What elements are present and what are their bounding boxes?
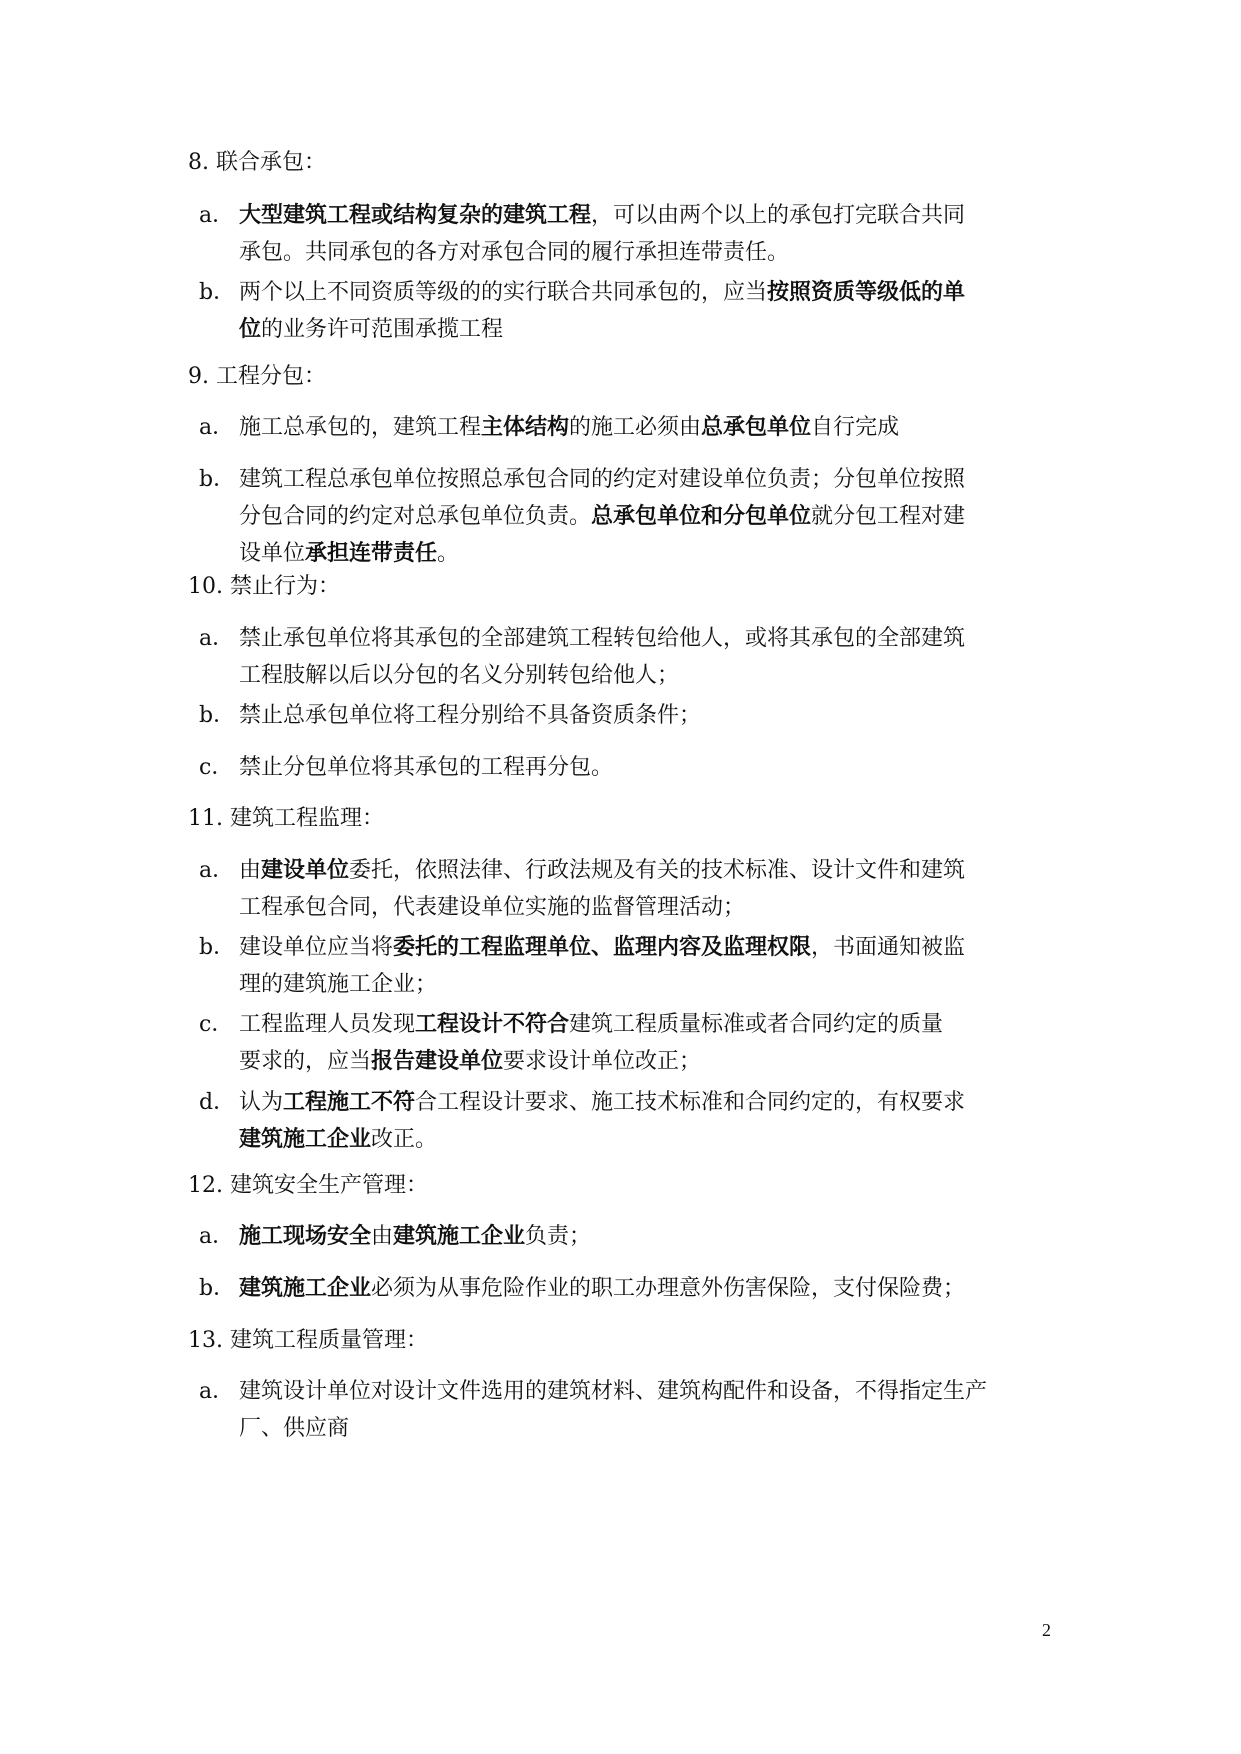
bold-text: 承担连带责任 bbox=[305, 541, 438, 566]
list-marker: b． bbox=[199, 467, 236, 492]
list-marker: b． bbox=[199, 935, 236, 960]
text-run: 工程肢解以后以分包的名义分别转包给他人； bbox=[239, 663, 680, 688]
text-run: 要求设计单位改正； bbox=[503, 1049, 702, 1074]
text-run: 禁止总承包单位将工程分别给不具备资质条件； bbox=[239, 703, 702, 728]
text-run: 两个以上不同资质等级的的实行联合共同承包的，应当 bbox=[239, 280, 768, 305]
item-line bbox=[199, 966, 965, 1003]
bold-text: 建设单位 bbox=[261, 858, 350, 883]
list-item bbox=[199, 1373, 987, 1447]
item-line bbox=[199, 197, 965, 234]
text-run: 理的建筑施工企业； bbox=[239, 972, 438, 997]
text-run: ，书面通知被监 bbox=[811, 935, 966, 960]
text-run: 必须为从事危险作业的职工办理意外伤害保险，支付保险费； bbox=[371, 1276, 966, 1301]
item-line bbox=[199, 749, 613, 786]
item-line bbox=[199, 1121, 965, 1158]
text-run: 合工程设计要求、施工技术标准和合同约定的，有权要求 bbox=[415, 1090, 966, 1115]
item-line bbox=[199, 1270, 965, 1307]
text-run: 建设单位应当将 bbox=[239, 935, 394, 960]
section-heading: 11. 建筑工程监理： bbox=[188, 806, 384, 831]
bold-text: 施工现场安全 bbox=[239, 1224, 372, 1249]
list-item bbox=[199, 274, 965, 348]
text-run: 分包合同的约定对总承包单位负责。 bbox=[239, 504, 592, 529]
item-line bbox=[199, 535, 965, 572]
list-marker: d． bbox=[199, 1090, 236, 1115]
item-line bbox=[199, 889, 965, 926]
list-marker: c． bbox=[199, 755, 234, 780]
list-marker: a． bbox=[199, 203, 235, 228]
item-line bbox=[199, 498, 965, 535]
bold-text: 工程设计不符合 bbox=[415, 1012, 570, 1037]
list-item bbox=[199, 1084, 965, 1158]
text-run: 认为 bbox=[239, 1090, 284, 1115]
text-run: 建筑工程质量标准或者合同约定的质量 bbox=[569, 1012, 944, 1037]
list-marker: b． bbox=[199, 280, 236, 305]
bold-text: 位 bbox=[239, 317, 262, 342]
list-marker: a． bbox=[199, 858, 235, 883]
text-run: 建筑工程总承包单位按照总承包合同的约定对建设单位负责；分包单位按照 bbox=[239, 467, 966, 492]
item-line bbox=[199, 852, 965, 889]
list-item bbox=[199, 197, 965, 271]
section-heading: 8. 联合承包： bbox=[188, 150, 326, 175]
item-line bbox=[199, 461, 965, 498]
bold-text: 按照资质等级低的单 bbox=[767, 280, 966, 305]
list-item bbox=[199, 1270, 965, 1307]
bold-text: 建筑施工企业 bbox=[393, 1224, 526, 1249]
item-line bbox=[199, 1373, 987, 1410]
text-run: 建筑设计单位对设计文件选用的建筑材料、建筑构配件和设备，不得指定生产 bbox=[239, 1379, 988, 1404]
text-run: ，可以由两个以上的承包打完联合共同 bbox=[591, 203, 966, 228]
bold-text: 总承包单位和分包单位 bbox=[591, 504, 812, 529]
list-item bbox=[199, 697, 701, 734]
text-run: 由 bbox=[239, 858, 262, 883]
section-heading: 12. 建筑安全生产管理： bbox=[188, 1173, 428, 1198]
list-item bbox=[199, 461, 965, 572]
text-run: 禁止承包单位将其承包的全部建筑工程转包给他人，或将其承包的全部建筑 bbox=[239, 626, 966, 651]
list-item bbox=[199, 1218, 591, 1255]
text-run: 的施工必须由 bbox=[569, 415, 702, 440]
list-marker: c． bbox=[199, 1012, 234, 1037]
bold-text: 委托的工程监理单位、监理内容及监理权限 bbox=[393, 935, 812, 960]
text-run: 厂、供应商 bbox=[239, 1416, 350, 1441]
text-run: 要求的，应当 bbox=[239, 1049, 372, 1074]
list-item bbox=[199, 409, 899, 446]
list-marker: b． bbox=[199, 703, 236, 728]
item-line bbox=[199, 929, 965, 966]
list-item bbox=[199, 749, 613, 786]
item-line bbox=[199, 1410, 987, 1447]
bold-text: 报告建设单位 bbox=[371, 1049, 504, 1074]
bold-text: 总承包单位 bbox=[701, 415, 812, 440]
bold-text: 建筑施工企业 bbox=[239, 1127, 372, 1152]
bold-text: 大型建筑工程或结构复杂的建筑工程 bbox=[239, 203, 592, 228]
bold-text: 主体结构 bbox=[481, 415, 570, 440]
section-heading: 13. 建筑工程质量管理： bbox=[188, 1328, 428, 1353]
text-run: 负责； bbox=[525, 1224, 592, 1249]
item-line bbox=[199, 1006, 943, 1043]
text-run: 自行完成 bbox=[811, 415, 900, 440]
bold-text: 建筑施工企业 bbox=[239, 1276, 372, 1301]
item-line bbox=[199, 697, 701, 734]
list-marker: a． bbox=[199, 626, 235, 651]
list-item bbox=[199, 929, 965, 1003]
text-run: 工程承包合同，代表建设单位实施的监督管理活动； bbox=[239, 895, 746, 920]
bold-text: 工程施工不符 bbox=[283, 1090, 416, 1115]
list-marker: b． bbox=[199, 1276, 236, 1301]
list-item bbox=[199, 620, 965, 694]
item-line bbox=[199, 409, 899, 446]
list-item bbox=[199, 852, 965, 926]
text-run: 。 bbox=[437, 541, 460, 566]
item-line bbox=[199, 1043, 943, 1080]
text-run: 就分包工程对建 bbox=[811, 504, 966, 529]
item-line bbox=[199, 1084, 965, 1121]
text-run: 的业务许可范围承揽工程 bbox=[261, 317, 504, 342]
list-marker: a． bbox=[199, 1379, 235, 1404]
item-line bbox=[199, 311, 965, 348]
text-run: 由 bbox=[371, 1224, 394, 1249]
text-run: 设单位 bbox=[239, 541, 306, 566]
page-number: 2 bbox=[1042, 1620, 1051, 1640]
section-heading: 9. 工程分包： bbox=[188, 364, 326, 389]
item-line bbox=[199, 620, 965, 657]
section-heading: 10. 禁止行为： bbox=[188, 574, 340, 599]
list-marker: a． bbox=[199, 415, 235, 440]
text-run: 工程监理人员发现 bbox=[239, 1012, 416, 1037]
text-run: 改正。 bbox=[371, 1127, 438, 1152]
item-line bbox=[199, 274, 965, 311]
list-marker: a． bbox=[199, 1224, 235, 1249]
list-item bbox=[199, 1006, 943, 1080]
text-run: 委托，依照法律、行政法规及有关的技术标准、设计文件和建筑 bbox=[349, 858, 966, 883]
text-run: 承包。共同承包的各方对承包合同的履行承担连带责任。 bbox=[239, 240, 790, 265]
text-run: 禁止分包单位将其承包的工程再分包。 bbox=[239, 755, 614, 780]
text-run: 施工总承包的，建筑工程 bbox=[239, 415, 482, 440]
item-line bbox=[199, 657, 965, 694]
item-line bbox=[199, 234, 965, 271]
item-line bbox=[199, 1218, 591, 1255]
